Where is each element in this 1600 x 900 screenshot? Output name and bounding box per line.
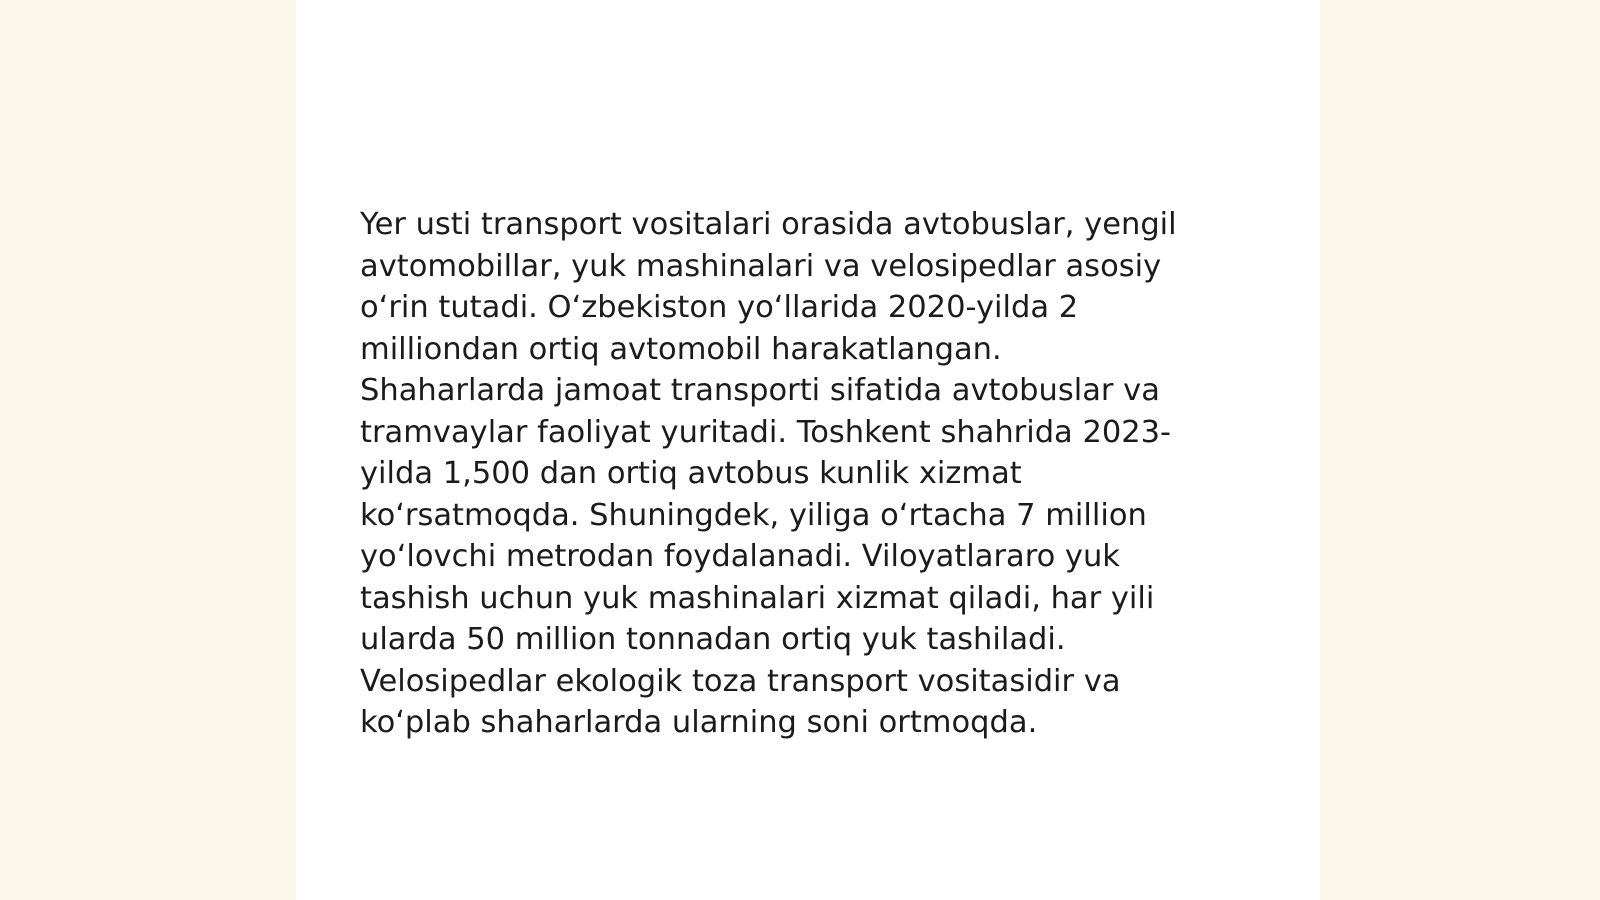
- paragraph-line: ularda 50 million tonnadan ortiq yuk tashiladi.: [360, 622, 1066, 657]
- paragraph-line: ko‘rsatmoqda. Shuningdek, yiliga o‘rtacha 7 million: [360, 497, 1147, 533]
- paragraph-line: milliondan ortiq avtomobil harakatlangan.: [360, 331, 1002, 367]
- paragraph-line: ko‘plab shaharlarda ularning soni ortmoqda.: [360, 705, 1038, 740]
- body-paragraph: [360, 204, 1240, 744]
- paragraph-line: o‘rin tutadi. O‘zbekiston yo‘llarida 2020-yilda 2: [360, 290, 1079, 325]
- paragraph-line: yilda 1,500 dan ortiq avtobus kunlik xizmat: [360, 456, 1022, 491]
- paragraph-line: Yer usti transport vositalari orasida avtobuslar, yengil: [360, 207, 1177, 242]
- paragraph-line: yo‘lovchi metrodan foydalanadi. Viloyatlararo yuk: [360, 539, 1120, 574]
- document-page: [296, 0, 1320, 900]
- paragraph-line: Velosipedlar ekologik toza transport vositasidir va: [360, 663, 1121, 699]
- paragraph-line: avtomobillar, yuk mashinalari va velosipedlar asosiy: [360, 248, 1162, 284]
- paragraph-line: tramvaylar faoliyat yuritadi. Toshkent shahrida 2023-: [360, 414, 1172, 450]
- paragraph-line: tashish uchun yuk mashinalari xizmat qiladi, har yili: [360, 580, 1155, 616]
- paragraph-line: Shaharlarda jamoat transporti sifatida avtobuslar va: [360, 373, 1160, 408]
